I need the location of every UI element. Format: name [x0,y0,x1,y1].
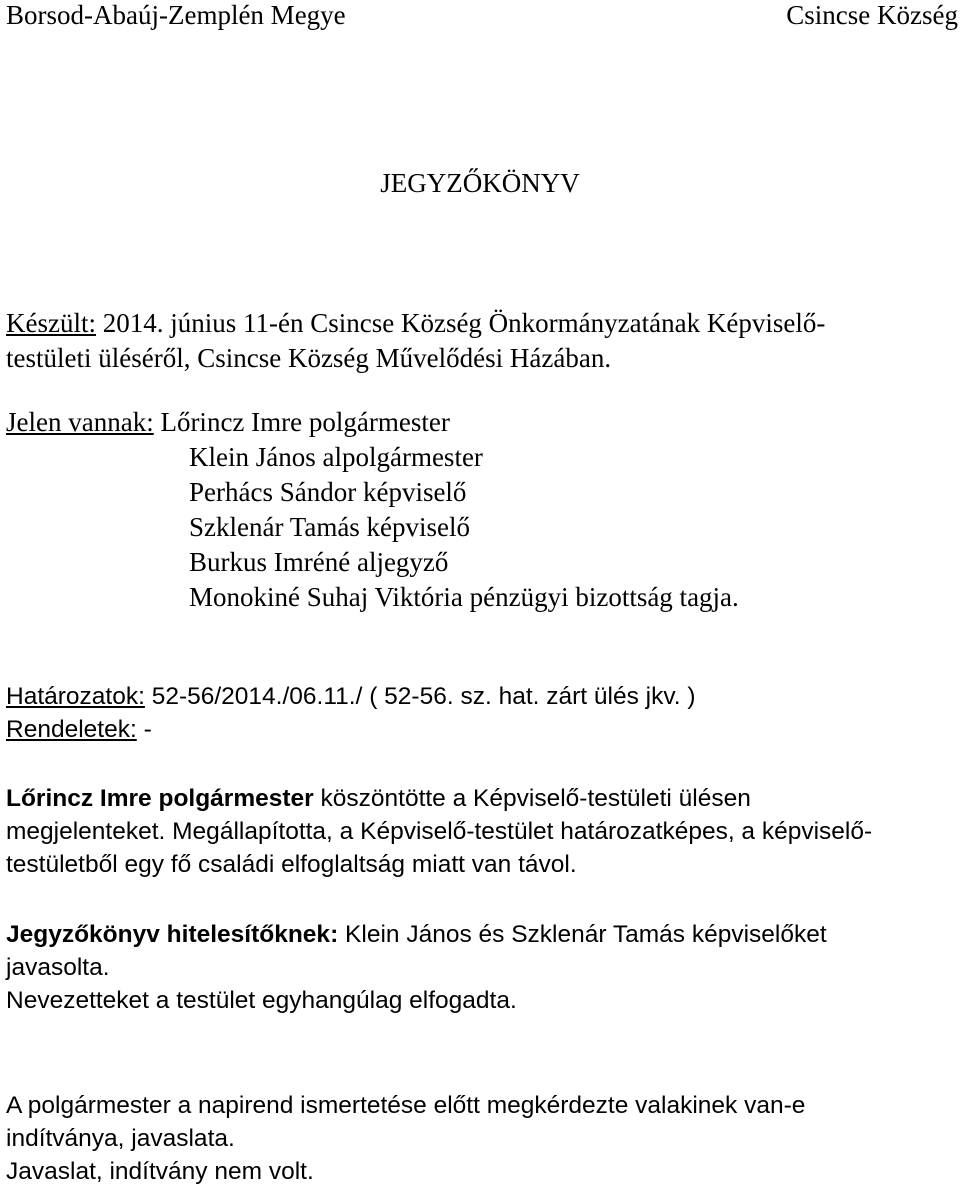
county-name: Borsod-Abaúj-Zemplén Megye [6,0,346,30]
present-first: Lőrincz Imre polgármester [153,407,450,437]
made-label: Készült: [6,308,96,338]
authenticators-paragraph [6,918,827,1017]
authenticators-label: Jegyzőkönyv hitelesítőknek: [6,921,339,948]
resolutions-value: 52-56/2014./06.11./ ( 52-56. sz. hat. zárt ülés jkv. ) [144,683,696,710]
made-line-2: testületi üléséről, Csincse Község Művelődési Házában. [6,343,612,373]
attendee-item: Monokiné Suhaj Viktória pénzügyi bizottság tagja. [189,582,739,612]
decrees-label: Rendeletek: [6,716,137,743]
attendee-item: Perhács Sándor képviselő [189,477,467,507]
decrees-value: - [136,716,152,743]
authenticators-line-2: javasolta. [6,954,110,981]
municipality-name: Csincse Község [786,0,958,30]
greeting-line-1: köszöntötte a Képviselő-testületi ülésen [313,785,751,812]
mayor-name: Lőrincz Imre polgármester [6,785,314,812]
agenda-paragraph [6,1089,805,1188]
present-section [6,405,450,440]
attendee-item: Klein János alpolgármester [189,442,483,472]
greeting-paragraph [6,782,872,881]
agenda-line-1: A polgármester a napirend ismertetése előtt megkérdezte valakinek van-e [6,1092,806,1119]
resolutions-section [6,680,696,746]
attendee-item: Burkus Imréné aljegyző [189,547,449,577]
authenticators-line-1: Klein János és Szklenár Tamás képviselőket [338,921,827,948]
authenticators-line-3: Nevezetteket a testület egyhangúlag elfogadta. [6,987,517,1014]
made-line-1: 2014. június 11-én Csincse Község Önkormányzatának Képviselő- [95,308,826,338]
greeting-line-2: megjelenteket. Megállapította, a Képviselő-testület határozatképes, a képviselő- [6,818,873,845]
agenda-line-3: Javaslat, indítvány nem volt. [6,1158,314,1185]
resolutions-label: Határozatok: [6,683,145,710]
greeting-line-3: testületből egy fő családi elfoglaltság miatt van távol. [6,851,577,878]
attendee-item: Szklenár Tamás képviselő [189,512,471,542]
present-label: Jelen vannak: [6,407,154,437]
made-section [6,306,825,376]
attendee-list [189,440,739,615]
agenda-line-2: indítványa, javaslata. [6,1125,235,1152]
document-title: JEGYZŐKÖNYV [380,168,580,198]
